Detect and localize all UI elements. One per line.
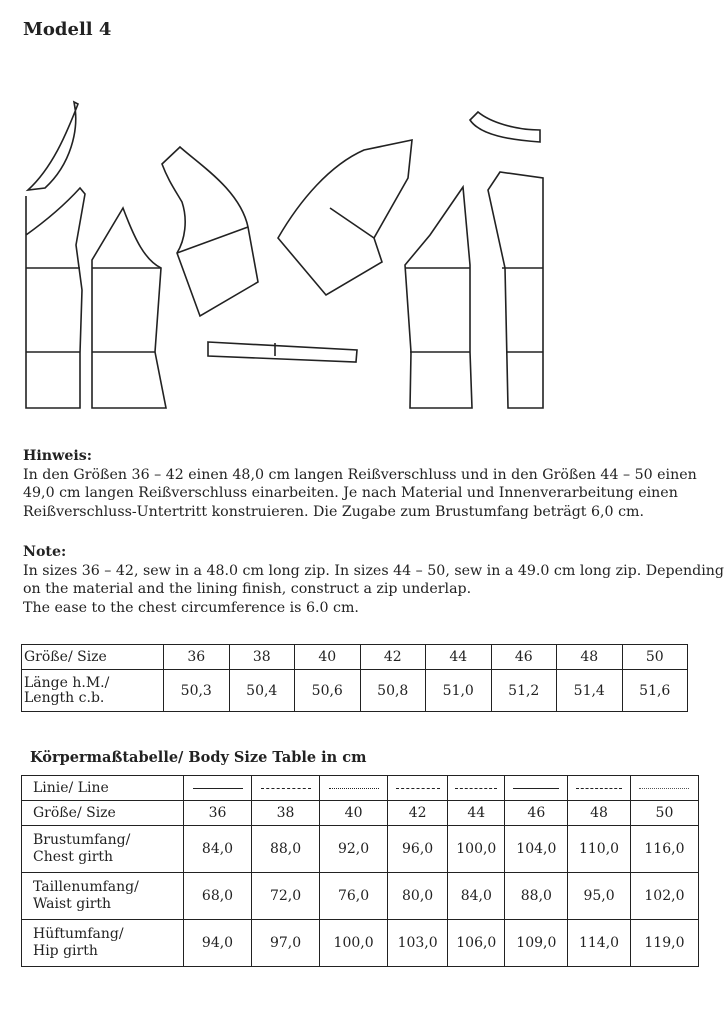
size-cell: 36 <box>164 645 230 670</box>
size-label: Größe/ Size <box>22 801 184 826</box>
waist-girth-row <box>22 873 699 920</box>
line-style-long-dash <box>252 776 320 801</box>
value-cell: 84,0 <box>184 826 252 873</box>
size-cell: 50 <box>630 801 698 826</box>
length-cell: 51,0 <box>426 670 492 712</box>
size-cell: 44 <box>426 645 492 670</box>
length-label-en: Length c.b. <box>24 689 105 706</box>
line-style-fine-dotted <box>630 776 698 801</box>
length-cell: 50,6 <box>295 670 361 712</box>
note-line: In sizes 36 – 42, sew in a 48.0 cm long zip. In sizes 44 – 50, sew in a 49.0 cm long zip. Depending <box>23 562 724 579</box>
note-line: on the material and the lining finish, construct a zip underlap. <box>23 581 472 597</box>
hip-girth-row <box>22 920 699 967</box>
line-row <box>22 776 699 801</box>
hint-line: In den Größen 36 – 42 einen 48,0 cm langen Reißverschluss und in den Größen 44 – 50 einen <box>23 466 697 483</box>
label-de: Brustumfang/ <box>33 832 131 848</box>
value-cell: 114,0 <box>568 920 631 967</box>
value-cell: 80,0 <box>388 873 448 920</box>
line-style-dash-dot <box>568 776 631 801</box>
size-cell: 48 <box>557 645 623 670</box>
note-line: The ease to the chest circumference is 6.0 cm. <box>23 599 359 616</box>
front-piece-left <box>26 188 85 408</box>
value-cell: 100,0 <box>320 920 388 967</box>
back-piece-right <box>405 187 472 408</box>
label-de: Hüftumfang/ <box>33 926 124 942</box>
value-cell: 96,0 <box>388 826 448 873</box>
value-cell: 76,0 <box>320 873 388 920</box>
note-english <box>23 543 724 617</box>
waist-girth-label <box>22 873 184 920</box>
hint-line: 49,0 cm langen Reißverschluss einarbeiten. Je nach Material und Innenverarbeitung einen <box>23 485 678 501</box>
value-cell: 110,0 <box>568 826 631 873</box>
label-en: Chest girth <box>33 849 114 865</box>
value-cell: 95,0 <box>568 873 631 920</box>
length-label-de: Länge h.M./ <box>24 674 110 691</box>
page-title: Modell 4 <box>23 19 112 40</box>
size-cell: 44 <box>448 801 505 826</box>
value-cell: 88,0 <box>505 873 568 920</box>
front-piece-right <box>488 172 543 408</box>
length-table <box>21 644 688 712</box>
hint-heading: Hinweis: <box>23 448 92 464</box>
size-row <box>22 645 688 670</box>
value-cell: 109,0 <box>505 920 568 967</box>
hip-girth-label <box>22 920 184 967</box>
size-cell: 46 <box>491 645 557 670</box>
chest-girth-label <box>22 826 184 873</box>
pattern-pieces-illustration <box>0 90 724 420</box>
length-cell: 50,4 <box>229 670 295 712</box>
collar-piece-left <box>28 102 78 190</box>
note-heading: Note: <box>23 544 67 560</box>
size-cell: 46 <box>505 801 568 826</box>
value-cell: 92,0 <box>320 826 388 873</box>
value-cell: 94,0 <box>184 920 252 967</box>
size-cell: 40 <box>295 645 361 670</box>
hint-line: Reißverschluss-Untertritt konstruieren. Die Zugabe zum Brustumfang beträgt 6,0 cm. <box>23 503 645 520</box>
collar-piece-right <box>470 112 540 142</box>
size-cell: 38 <box>229 645 295 670</box>
size-label: Größe/ Size <box>22 645 164 670</box>
length-cell: 51,6 <box>622 670 688 712</box>
size-cell: 40 <box>320 801 388 826</box>
waistband-piece <box>208 342 357 362</box>
value-cell: 68,0 <box>184 873 252 920</box>
length-cell: 50,3 <box>164 670 230 712</box>
label-en: Waist girth <box>33 896 112 912</box>
size-row <box>22 801 699 826</box>
value-cell: 100,0 <box>448 826 505 873</box>
length-row <box>22 670 688 712</box>
hint-german <box>23 447 697 521</box>
value-cell: 116,0 <box>630 826 698 873</box>
chest-girth-row <box>22 826 699 873</box>
line-style-dash <box>448 776 505 801</box>
value-cell: 104,0 <box>505 826 568 873</box>
label-de: Taillenumfang/ <box>33 879 139 895</box>
label-en: Hip girth <box>33 943 98 959</box>
body-table-title: Körpermaßtabelle/ Body Size Table in cm <box>30 749 367 766</box>
length-label <box>22 670 164 712</box>
line-style-solid <box>184 776 252 801</box>
size-cell: 36 <box>184 801 252 826</box>
size-cell: 48 <box>568 801 631 826</box>
value-cell: 102,0 <box>630 873 698 920</box>
size-cell: 42 <box>388 801 448 826</box>
sleeve-piece-left <box>162 147 258 316</box>
length-cell: 51,4 <box>557 670 623 712</box>
value-cell: 103,0 <box>388 920 448 967</box>
value-cell: 119,0 <box>630 920 698 967</box>
value-cell: 106,0 <box>448 920 505 967</box>
line-label: Linie/ Line <box>22 776 184 801</box>
line-style-dash-dot-dash <box>388 776 448 801</box>
line-style-dot-long-dot <box>505 776 568 801</box>
body-size-table <box>21 775 699 967</box>
line-style-dotted <box>320 776 388 801</box>
value-cell: 72,0 <box>252 873 320 920</box>
value-cell: 84,0 <box>448 873 505 920</box>
value-cell: 97,0 <box>252 920 320 967</box>
length-cell: 50,8 <box>360 670 426 712</box>
size-cell: 38 <box>252 801 320 826</box>
value-cell: 88,0 <box>252 826 320 873</box>
length-cell: 51,2 <box>491 670 557 712</box>
size-cell: 50 <box>622 645 688 670</box>
size-cell: 42 <box>360 645 426 670</box>
back-piece-left <box>92 208 166 408</box>
